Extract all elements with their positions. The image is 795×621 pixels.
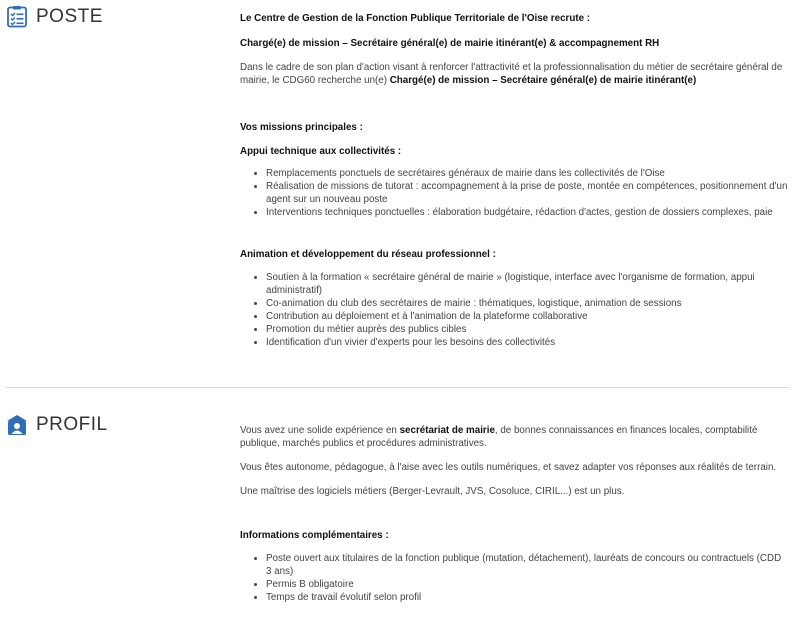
section-header-poste: [6, 6, 103, 28]
list-item: • Soutien à la formation « secrétaire général de mairie » (logistique, interface avec l'organisme de formation, appui administratif): [266, 271, 788, 297]
list-item: • Permis B obligatoire: [266, 578, 788, 591]
info-heading: Informations complémentaires :: [240, 530, 389, 541]
appui-list: [240, 167, 788, 219]
list-item: • Co-animation du club des secrétaires de mairie : thématiques, logistique, animation de sessions: [266, 297, 788, 310]
list-item: • Contribution au déploiement et à l'animation de la plateforme collaborative: [266, 310, 788, 323]
profil-p1-after: , de bonnes connaissances en finances locales, comptabilité publique, marchés publics et procédures administratives.: [240, 425, 758, 449]
profil-paragraph-2: Vous êtes autonome, pédagogue, à l'aise avec les outils numériques, et savez adapter vos réponses aux réalités de terrain.: [240, 462, 777, 473]
profil-p1-before: Vous avez une solide expérience en: [240, 425, 400, 436]
list-item: • Identification d'un vivier d'experts pour les besoins des collectivités: [266, 336, 788, 349]
section-title-poste: POSTE: [36, 6, 103, 27]
profil-paragraph-3: Une maîtrise des logiciels métiers (Berger-Levrault, JVS, Cosoluce, CIRIL...) est un plus.: [240, 486, 625, 497]
appui-heading: Appui technique aux collectivités :: [240, 146, 402, 157]
section-header-profil: [6, 414, 108, 436]
context-text: Dans le cadre de son plan d'action visant à renforcer l'attractivité et la professionnalisation du métier de secrétaire général de mairie, le CDG60 recherche un(e): [240, 62, 783, 86]
list-item: • Remplacements ponctuels de secrétaires généraux de mairie dans les collectivités de l'Oise: [266, 167, 788, 180]
missions-heading: Vos missions principales :: [240, 122, 363, 133]
list-item: • Interventions techniques ponctuelles : élaboration budgétaire, rédaction d'actes, gestion de dossiers complexes, paie: [266, 206, 788, 219]
animation-list: [240, 271, 788, 349]
poste-content: [240, 12, 788, 349]
section-title-profil: PROFIL: [36, 414, 108, 435]
info-list: [240, 552, 788, 604]
list-item: • Temps de travail évolutif selon profil: [266, 591, 788, 604]
animation-heading: Animation et développement du réseau professionnel :: [240, 249, 496, 260]
intro-text: Le Centre de Gestion de la Fonction Publique Territoriale de l'Oise recrute :: [240, 13, 591, 24]
checklist-icon: [6, 6, 28, 28]
context-paragraph: [240, 61, 788, 87]
job-title: Chargé(e) de mission – Secrétaire général(e) de mairie itinérant(e) & accompagnement RH: [240, 38, 660, 49]
section-divider: [6, 387, 790, 388]
profil-content: [240, 424, 788, 604]
profil-paragraph-1: [240, 424, 788, 450]
list-item: • Poste ouvert aux titulaires de la fonction publique (mutation, détachement), lauréats de concours ou contractuels (CDD 3 ans): [266, 552, 788, 578]
profil-p1-bold: secrétariat de mairie: [399, 425, 495, 436]
list-item: • Promotion du métier auprès des publics cibles: [266, 323, 788, 336]
list-item: • Réalisation de missions de tutorat : accompagnement à la prise de poste, montée en compétences, positionnement d'un agent sur un nouveau poste: [266, 180, 788, 206]
profile-card-icon: [6, 414, 28, 436]
context-bold: Chargé(e) de mission – Secrétaire général(e) de mairie itinérant(e): [389, 75, 697, 86]
